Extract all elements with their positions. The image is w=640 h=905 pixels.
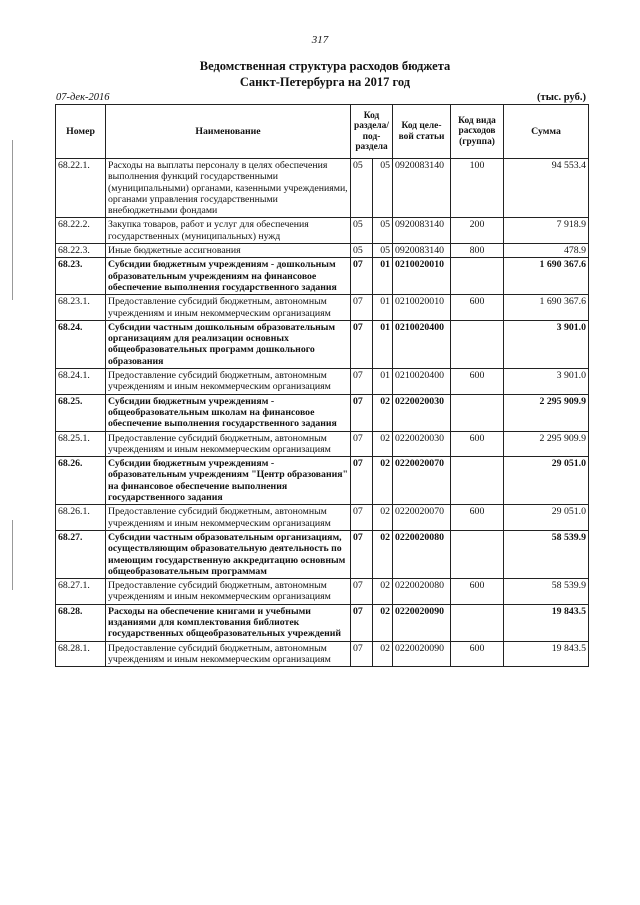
row-name: Расходы на обеспечение книгами и учебными изданиями для комплектования библиотек государственных общеобразовательных учреждений [106,604,351,641]
row-section: 07 [351,530,373,578]
row-number: 68.25.1. [56,431,106,457]
row-section: 05 [351,244,373,258]
row-number: 68.24.1. [56,369,106,395]
row-sum: 94 553.4 [504,159,589,218]
row-expense-kind: 800 [451,244,504,258]
table-row [56,641,589,667]
row-expense-kind: 600 [451,505,504,531]
budget-table [55,104,589,667]
row-name: Предоставление субсидий бюджетным, автономным учреждениям и иным некоммерческим организациям [106,369,351,395]
row-number: 68.24. [56,320,106,368]
row-number: 68.22.1. [56,159,106,218]
row-number: 68.22.2. [56,218,106,244]
row-subsection: 02 [373,431,393,457]
row-number: 68.23. [56,258,106,295]
row-expense-kind [451,604,504,641]
row-number: 68.25. [56,394,106,431]
row-number: 68.28. [56,604,106,641]
row-number: 68.28.1. [56,641,106,667]
row-number: 68.26.1. [56,505,106,531]
row-name: Предоставление субсидий бюджетным, автономным учреждениям и иным некоммерческим организациям [106,431,351,457]
row-article: 0220020070 [393,457,451,505]
row-subsection: 02 [373,530,393,578]
row-sum: 7 918.9 [504,218,589,244]
row-sum: 478.9 [504,244,589,258]
row-number: 68.22.3. [56,244,106,258]
row-section: 07 [351,641,373,667]
row-sum: 2 295 909.9 [504,431,589,457]
row-name: Предоставление субсидий бюджетным, автономным учреждениям и иным некоммерческим организациям [106,579,351,605]
row-number: 68.23.1. [56,295,106,321]
row-sum: 58 539.9 [504,579,589,605]
table-row [56,431,589,457]
table-row [56,258,589,295]
row-subsection: 02 [373,457,393,505]
row-subsection: 01 [373,369,393,395]
document-title [60,58,590,90]
row-article: 0920083140 [393,244,451,258]
row-name: Закупка товаров, работ и услуг для обеспечения государственных (муниципальных) нужд [106,218,351,244]
row-subsection: 02 [373,505,393,531]
row-section: 07 [351,394,373,431]
row-subsection: 02 [373,641,393,667]
row-name: Иные бюджетные ассигнования [106,244,351,258]
table-row [56,218,589,244]
row-sum: 29 051.0 [504,505,589,531]
row-subsection: 01 [373,258,393,295]
row-article: 0220020030 [393,431,451,457]
row-subsection: 02 [373,579,393,605]
scan-margin-line [12,520,13,590]
row-sum: 29 051.0 [504,457,589,505]
row-name: Субсидии частным образовательным организациям, осуществляющим образовательную деятельность по имеющим государственную аккредитацию основным общеобразовательным программам [106,530,351,578]
row-number: 68.27. [56,530,106,578]
row-article: 0210020010 [393,258,451,295]
row-subsection: 02 [373,394,393,431]
row-section: 07 [351,431,373,457]
row-number: 68.26. [56,457,106,505]
scan-margin-line [12,140,13,300]
table-row [56,369,589,395]
row-expense-kind [451,320,504,368]
table-row [56,295,589,321]
row-expense-kind [451,394,504,431]
row-name: Субсидии бюджетным учреждениям - общеобразовательным школам на финансовое обеспечение выполнения государственного задания [106,394,351,431]
row-article: 0920083140 [393,218,451,244]
row-name: Расходы на выплаты персоналу в целях обеспечения выполнения функций государственными (муниципальными) органами, казенными учреждениями, органами управления государственными внебюджетными фондами [106,159,351,218]
row-expense-kind: 600 [451,295,504,321]
row-expense-kind [451,258,504,295]
row-section: 07 [351,604,373,641]
row-subsection: 05 [373,218,393,244]
row-article: 0920083140 [393,159,451,218]
row-sum: 19 843.5 [504,604,589,641]
row-name: Предоставление субсидий бюджетным, автономным учреждениям и иным некоммерческим организациям [106,505,351,531]
row-subsection: 02 [373,604,393,641]
table-row [56,530,589,578]
row-sum: 1 690 367.6 [504,295,589,321]
table-row [56,505,589,531]
row-expense-kind: 200 [451,218,504,244]
table-row [56,244,589,258]
row-expense-kind: 600 [451,431,504,457]
row-name: Субсидии частным дошкольным образовательным организациям для реализации основных общеобразовательных программ дошкольного образования [106,320,351,368]
row-article: 0210020010 [393,295,451,321]
header-number: Номер [56,105,106,159]
table-row [56,320,589,368]
row-section: 07 [351,505,373,531]
row-expense-kind: 600 [451,641,504,667]
row-article: 0220020030 [393,394,451,431]
document-date: 07-дек-2016 [56,92,110,103]
row-sum: 3 901.0 [504,369,589,395]
row-section: 05 [351,218,373,244]
row-name: Предоставление субсидий бюджетным, автономным учреждениям и иным некоммерческим организациям [106,641,351,667]
header-name: Наименование [106,105,351,159]
row-section: 07 [351,258,373,295]
table-row [56,457,589,505]
row-sum: 19 843.5 [504,641,589,667]
units-label: (тыс. руб.) [537,92,586,103]
row-expense-kind: 100 [451,159,504,218]
table-row [56,159,589,218]
row-subsection: 01 [373,295,393,321]
row-subsection: 05 [373,244,393,258]
row-section: 07 [351,320,373,368]
row-sum: 2 295 909.9 [504,394,589,431]
row-expense-kind [451,457,504,505]
table-row [56,579,589,605]
header-section-code: Код раздела/ под- раздела [351,105,393,159]
row-subsection: 01 [373,320,393,368]
row-article: 0220020090 [393,604,451,641]
row-section: 05 [351,159,373,218]
row-sum: 58 539.9 [504,530,589,578]
header-article-code: Код целе- вой статьи [393,105,451,159]
table-body [56,159,589,667]
table-row [56,604,589,641]
row-expense-kind: 600 [451,579,504,605]
title-line-2: Санкт-Петербурга на 2017 год [239,75,411,89]
row-expense-kind [451,530,504,578]
row-article: 0220020090 [393,641,451,667]
row-section: 07 [351,457,373,505]
row-name: Предоставление субсидий бюджетным, автономным учреждениям и иным некоммерческим организациям [106,295,351,321]
row-article: 0210020400 [393,320,451,368]
title-line-1: Ведомственная структура расходов бюджета [199,59,451,73]
row-subsection: 05 [373,159,393,218]
row-name: Субсидии бюджетным учреждениям - дошкольным образовательным учреждениям на финансовое обеспечение выполнения государственного задания [106,258,351,295]
table-row [56,394,589,431]
row-expense-kind: 600 [451,369,504,395]
row-sum: 3 901.0 [504,320,589,368]
row-sum: 1 690 367.6 [504,258,589,295]
row-article: 0210020400 [393,369,451,395]
row-name: Субсидии бюджетным учреждениям - образовательным учреждениям "Центр образования" на финансовое обеспечение выполнения государственного задания [106,457,351,505]
header-sum: Сумма [504,105,589,159]
row-section: 07 [351,369,373,395]
header-expense-kind: Код вида расходов (группа) [451,105,504,159]
row-section: 07 [351,579,373,605]
row-number: 68.27.1. [56,579,106,605]
row-article: 0220020080 [393,530,451,578]
row-article: 0220020070 [393,505,451,531]
row-section: 07 [351,295,373,321]
page-number: 317 [311,34,329,46]
row-article: 0220020080 [393,579,451,605]
